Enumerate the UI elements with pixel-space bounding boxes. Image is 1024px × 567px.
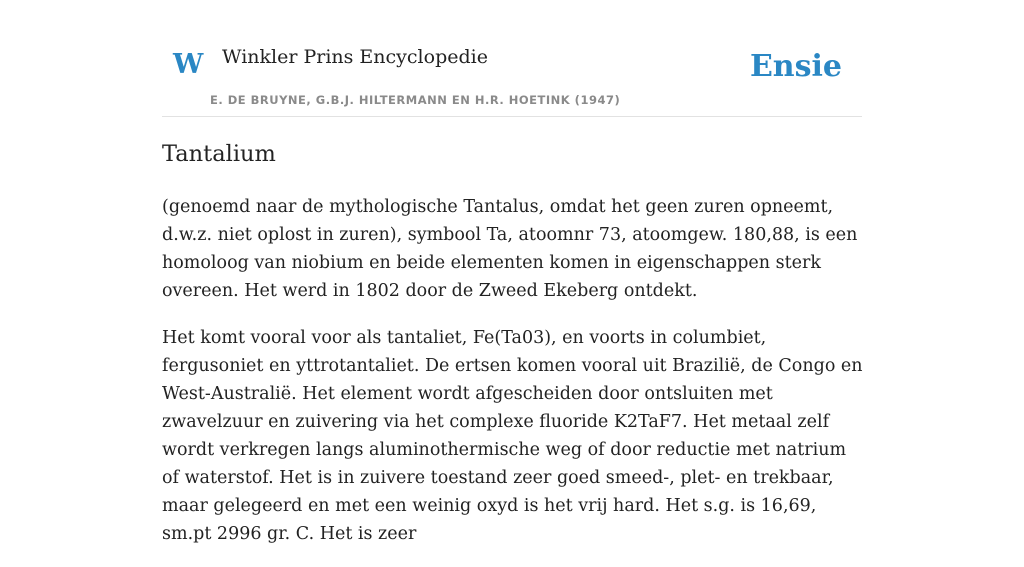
article-title: Tantalium bbox=[162, 141, 276, 167]
site-title[interactable]: Winkler Prins Encyclopedie bbox=[222, 46, 488, 68]
article-paragraph: Het komt vooral voor als tantaliet, Fe(Ta03), en voorts in columbiet, fergusoniet en yttrotantaliet. De ertsen komen vooral uit Brazilië, de Congo en West-Australië. Het element wordt afgescheiden door ontsluiten met zwavelzuur en zuivering via het complexe fluoride K2TaF7. Het metaal zelf wordt verkregen langs aluminothermische weg of door reductie met natrium of waterstof. Het is in zuivere toestand zeer goed smeed-, plet- en trekbaar, maar gelegeerd en met een weinig oxyd is het vrij hard. Het s.g. is 16,69, sm.pt 2996 gr. C. Het is zeer bbox=[162, 328, 863, 545]
logo-icon[interactable]: W bbox=[173, 49, 204, 80]
article-paragraph: (genoemd naar de mythologische Tantalus, omdat het geen zuren opneemt, d.w.z. niet oplost in zuren), symbool Ta, atoomnr 73, atoomgew. 180,88, is een homoloog van niobium en beide elementen komen in eigenschappen sterk overeen. Het werd in 1802 door de Zweed Ekeberg ontdekt. bbox=[162, 197, 858, 302]
ensie-brand-link[interactable]: Ensie bbox=[749, 49, 842, 84]
site-header bbox=[162, 0, 862, 117]
site-subtitle: E. DE BRUYNE, G.B.J. HILTERMANN EN H.R. HOETINK (1947) bbox=[210, 93, 621, 107]
article bbox=[162, 140, 866, 567]
